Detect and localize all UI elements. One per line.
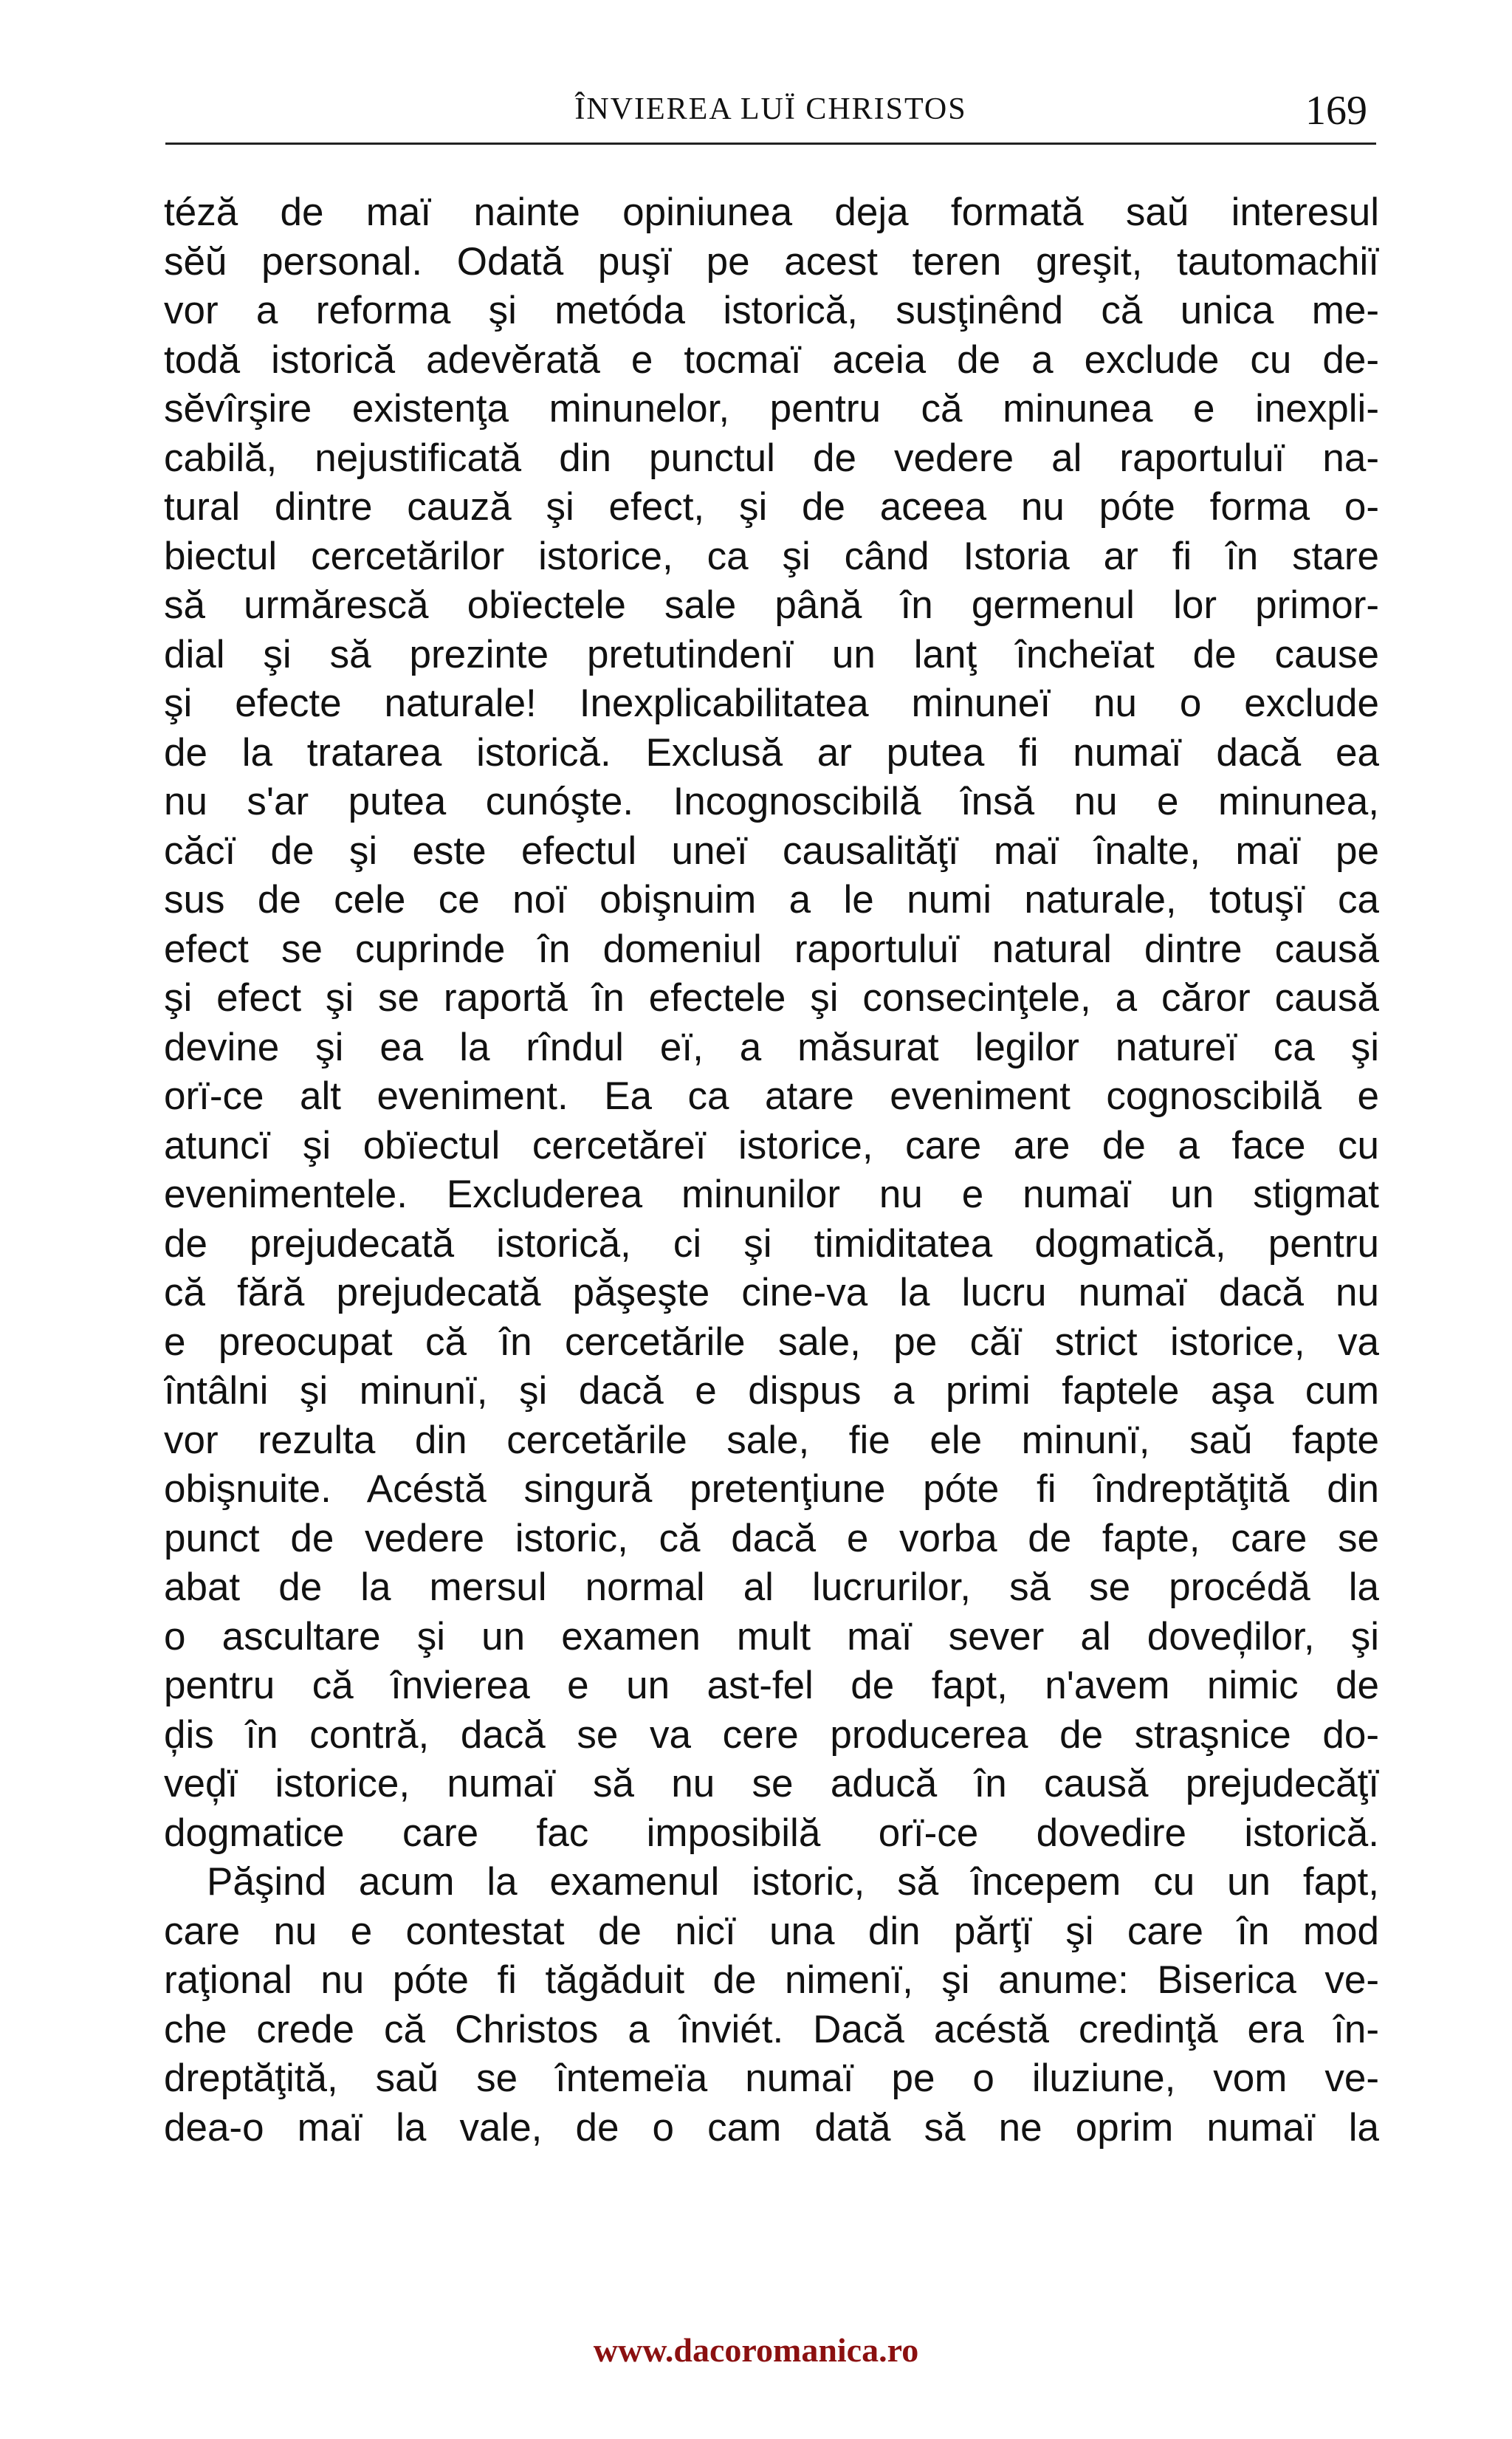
text-line: vor a reforma şi metóda istorică, susţinênd că unica me- <box>164 289 1379 332</box>
page-number: 169 <box>1305 88 1367 134</box>
text-line: cabilă, nejustificată din punctul de vedere al raportuluï na- <box>164 436 1379 480</box>
text-line: Păşind acum la examenul istoric, să începem cu un fapt, <box>207 1860 1379 1904</box>
text-line: sus de cele ce noï obişnuim a le numi naturale, totuşï ca <box>164 878 1379 922</box>
text-line: sĕŭ personal. Odată puşï pe acest teren greşit, tautomachiï <box>164 239 1379 284</box>
footer-website: www.dacoromanica.ro <box>593 2331 919 2369</box>
text-line: todă istorică adevĕrată e tocmaï aceia de a exclude cu de- <box>164 337 1379 382</box>
text-line: e preocupat că în cercetările sale, pe căï strict istorice, va <box>164 1320 1379 1364</box>
text-line: căcï de şi este efectul uneï causalităţï maï înalte, maï pe <box>164 829 1379 873</box>
text-line: veḑï istorice, numaï să nu se aducă în causă prejudecăţï <box>164 1762 1379 1805</box>
text-line: dial şi să prezinte pretutindenï un lanţ încheïat de cause <box>164 632 1379 676</box>
text-line: şi efecte naturale! Inexplicabilitatea minuneï nu o exclude <box>164 682 1379 725</box>
text-line: abat de la mersul normal al lucrurilor, să se procédă la <box>164 1565 1379 1609</box>
text-line: evenimentele. Excluderea minunilor nu e numaï un stigmat <box>164 1173 1379 1216</box>
text-line: care nu e contestat de nicï una din părţï şi care în mod <box>164 1909 1379 1953</box>
text-line: ḑis în contră, dacă se va cere producerea de straşnice do- <box>164 1712 1379 1757</box>
text-line: devine şi ea la rîndul eï, a măsurat legilor natureï ca şi <box>164 1025 1379 1069</box>
text-line: dreptăţită, saŭ se întemeïa numaï pe o iluziune, vom ve- <box>164 2056 1379 2100</box>
text-line: de prejudecată istorică, ci şi timiditatea dogmatică, pentru <box>164 1221 1379 1266</box>
text-line: dea-o maï la vale, de o cam dată să ne oprim numaï la <box>164 2105 1379 2150</box>
running-title: ÎNVIEREA LUÏ CHRISTOS <box>574 92 967 126</box>
text-line: de la tratarea istorică. Exclusă ar putea fi numaï dacă ea <box>164 730 1379 775</box>
body-text <box>164 188 1379 2197</box>
text-line: nu s'ar putea cunóşte. Incognoscibilă însă nu e minunea, <box>164 780 1379 823</box>
text-line: întâlni şi minunï, şi dacă e dispus a primi faptele aşa cum <box>164 1369 1379 1413</box>
text-line: dogmatice care fac imposibilă orï-ce dovedire istorică. <box>164 1811 1379 1855</box>
text-line: raţional nu póte fi tăgăduit de nimenï, şi anume: Biserica ve- <box>164 1958 1379 2002</box>
text-line: téză de maï nainte opiniunea deja formată saŭ interesul <box>164 191 1379 234</box>
text-line: atuncï şi obïectul cercetăreï istorice, care are de a face cu <box>164 1123 1379 1167</box>
text-line: vor rezulta din cercetările sale, fie ele minunï, saŭ fapte <box>164 1418 1379 1462</box>
text-line: punct de vedere istoric, că dacă e vorba de fapte, care se <box>164 1516 1379 1560</box>
text-line: efect se cuprinde în domeniul raportuluï natural dintre causă <box>164 927 1379 971</box>
text-line: că fără prejudecată păşeşte cine-va la lucru numaï dacă nu <box>164 1271 1379 1314</box>
text-line: obişnuite. Acéstă singură pretenţiune póte fi îndreptăţită din <box>164 1467 1379 1511</box>
text-line: o ascultare şi un examen mult maï sever al doveḑilor, şi <box>164 1614 1379 1658</box>
text-line: biectul cercetărilor istorice, ca şi când Istoria ar fi în stare <box>164 534 1379 578</box>
page-header <box>165 87 1376 145</box>
text-line: sĕvîrşire existenţa minunelor, pentru că minunea e inexpli- <box>164 387 1379 430</box>
text-line: şi efect şi se raportă în efectele şi consecinţele, a căror causă <box>164 976 1379 1020</box>
text-line: să urmărescă obïectele sale până în germenul lor primor- <box>164 583 1379 627</box>
text-line: pentru că învierea e un ast-fel de fapt, n'avem nimic de <box>164 1664 1379 1707</box>
text-line: orï-ce alt eveniment. Ea ca atare eveniment cognoscibilă e <box>164 1074 1379 1118</box>
header-rule <box>165 143 1376 145</box>
text-line: che crede că Christos a înviét. Dacă acéstă credinţă era în- <box>164 2007 1379 2051</box>
text-line: tural dintre cauză şi efect, şi de aceea nu póte forma o- <box>164 485 1379 529</box>
